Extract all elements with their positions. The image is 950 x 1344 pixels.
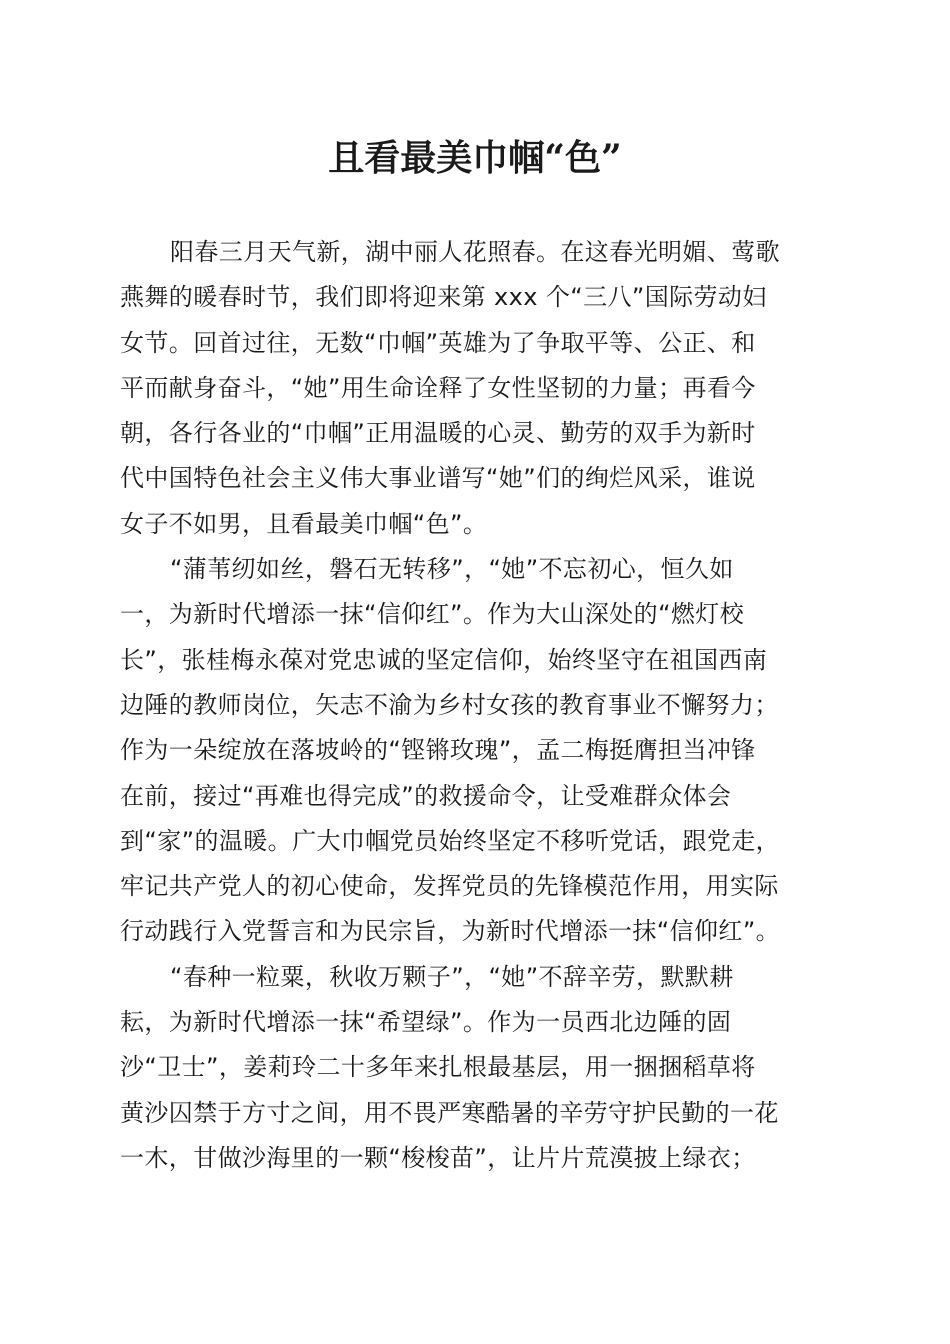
paragraph-1 <box>120 230 830 547</box>
paragraph-line: 代中国特色社会主义伟大事业谱写“她”们的绚烂风采，谁说 <box>120 464 756 493</box>
paragraph-line: 到“家”的温暖。广大巾帼党员始终坚定不移听党话，跟党走， <box>120 826 781 855</box>
paragraph-line: 作为一朵绽放在落坡岭的“铿锵玫瑰”，孟二梅挺膺担当冲锋 <box>120 736 756 765</box>
paragraph-line: 长”，张桂梅永葆对党忠诚的坚定信仰，始终坚守在祖国西南 <box>120 645 768 674</box>
paragraph-line: 阳春三月天气新，湖中丽人花照春。在这春光明媚、莺歌 <box>170 238 780 266</box>
paragraph-line: 行动践行入党誓言和为民宗旨，为新时代增添一抹“信仰红”。 <box>120 917 781 946</box>
paragraph-line: 黄沙囚禁于方寸之间，用不畏严寒酷暑的辛劳守护民勤的一花 <box>120 1098 779 1127</box>
paragraph-line: 朝，各行各业的“巾帼”正用温暖的心灵、勤劳的双手为新时 <box>120 419 756 448</box>
document-body <box>120 230 830 1181</box>
paragraph-3 <box>120 955 830 1181</box>
document-title: 且看最美巾帼“色” <box>328 137 622 179</box>
paragraph-line: 牢记共产党人的初心使命，发挥党员的先锋模范作用，用实际 <box>120 872 779 901</box>
paragraph-2 <box>120 547 830 955</box>
paragraph-line: 一木，甘做沙海里的一颗“梭梭苗”，让片片荒漠披上绿衣； <box>120 1143 756 1172</box>
paragraph-line: 沙“卫士”，姜莉玲二十多年来扎根最基层，用一捆捆稻草将 <box>120 1053 756 1082</box>
paragraph-line: 一，为新时代增添一抹“信仰红”。作为大山深处的“燃灯校 <box>120 600 745 629</box>
paragraph-line: “春种一粒粟，秋收万颗子”，“她”不辞辛劳，默默耕 <box>170 962 734 991</box>
paragraph-line: 耘，为新时代增添一抹“希望绿”。作为一员西北边陲的固 <box>120 1008 732 1037</box>
paragraph-line: 女子不如男，且看最美巾帼“色”。 <box>120 509 488 538</box>
paragraph-line: 燕舞的暖春时节，我们即将迎来第 xxx 个“三八”国际劳动妇 <box>120 283 767 312</box>
paragraph-line: 女节。回首过往，无数“巾帼”英雄为了争取平等、公正、和 <box>120 328 756 357</box>
paragraph-line: 平而献身奋斗，“她”用生命诠释了女性坚韧的力量；再看今 <box>120 373 756 402</box>
paragraph-line: “蒲苇纫如丝，磐石无转移”，“她”不忘初心，恒久如 <box>170 555 734 584</box>
paragraph-line: 边陲的教师岗位，矢志不渝为乡村女孩的教育事业不懈努力； <box>120 690 779 719</box>
paragraph-line: 在前，接过“再难也得完成”的救援命令，让受难群众体会 <box>120 781 732 810</box>
